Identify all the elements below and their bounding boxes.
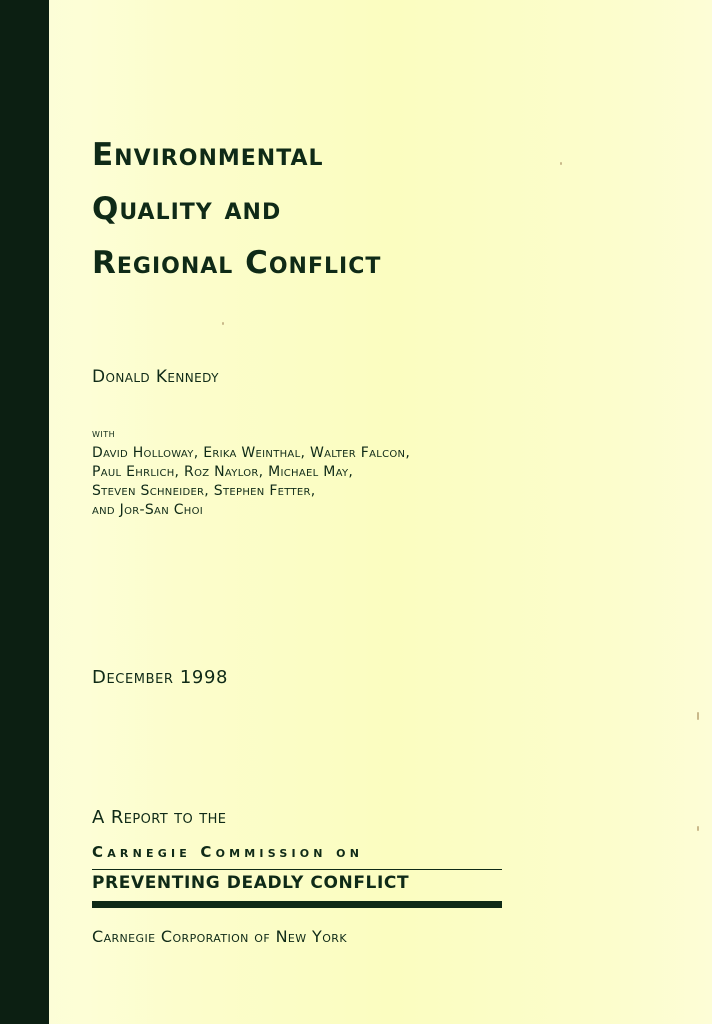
- commission-name-line-1: Carnegie Commission on: [92, 843, 364, 861]
- paper-speck: [560, 162, 562, 165]
- publisher-name: Carnegie Corporation of New York: [92, 927, 347, 946]
- contributor-line-4: and Jor-San Choi: [92, 502, 204, 518]
- paper-speck: [697, 826, 699, 831]
- paper-speck: [697, 712, 699, 720]
- publication-date: December 1998: [92, 667, 229, 688]
- title-line-3: Regional Conflict: [92, 245, 382, 281]
- author-name: Donald Kennedy: [92, 367, 219, 387]
- commission-name-line-2: PREVENTING DEADLY CONFLICT: [92, 873, 410, 893]
- title-line-1: Environmental: [92, 137, 324, 173]
- contributor-line-2: Paul Ehrlich, Roz Naylor, Michael May,: [92, 464, 354, 480]
- book-title: [92, 128, 381, 290]
- contributor-line-3: Steven Schneider, Stephen Fetter,: [92, 483, 316, 499]
- cover-spine: [0, 0, 49, 1024]
- paper-speck: [222, 322, 224, 325]
- thick-divider: [92, 901, 502, 908]
- with-label: with: [92, 426, 116, 440]
- contributor-line-1: David Holloway, Erika Weinthal, Walter Falcon,: [92, 445, 411, 461]
- contributor-list: [92, 444, 410, 520]
- thin-divider: [92, 869, 502, 870]
- title-line-2: Quality and: [92, 191, 282, 227]
- report-intro: A Report to the: [92, 807, 227, 828]
